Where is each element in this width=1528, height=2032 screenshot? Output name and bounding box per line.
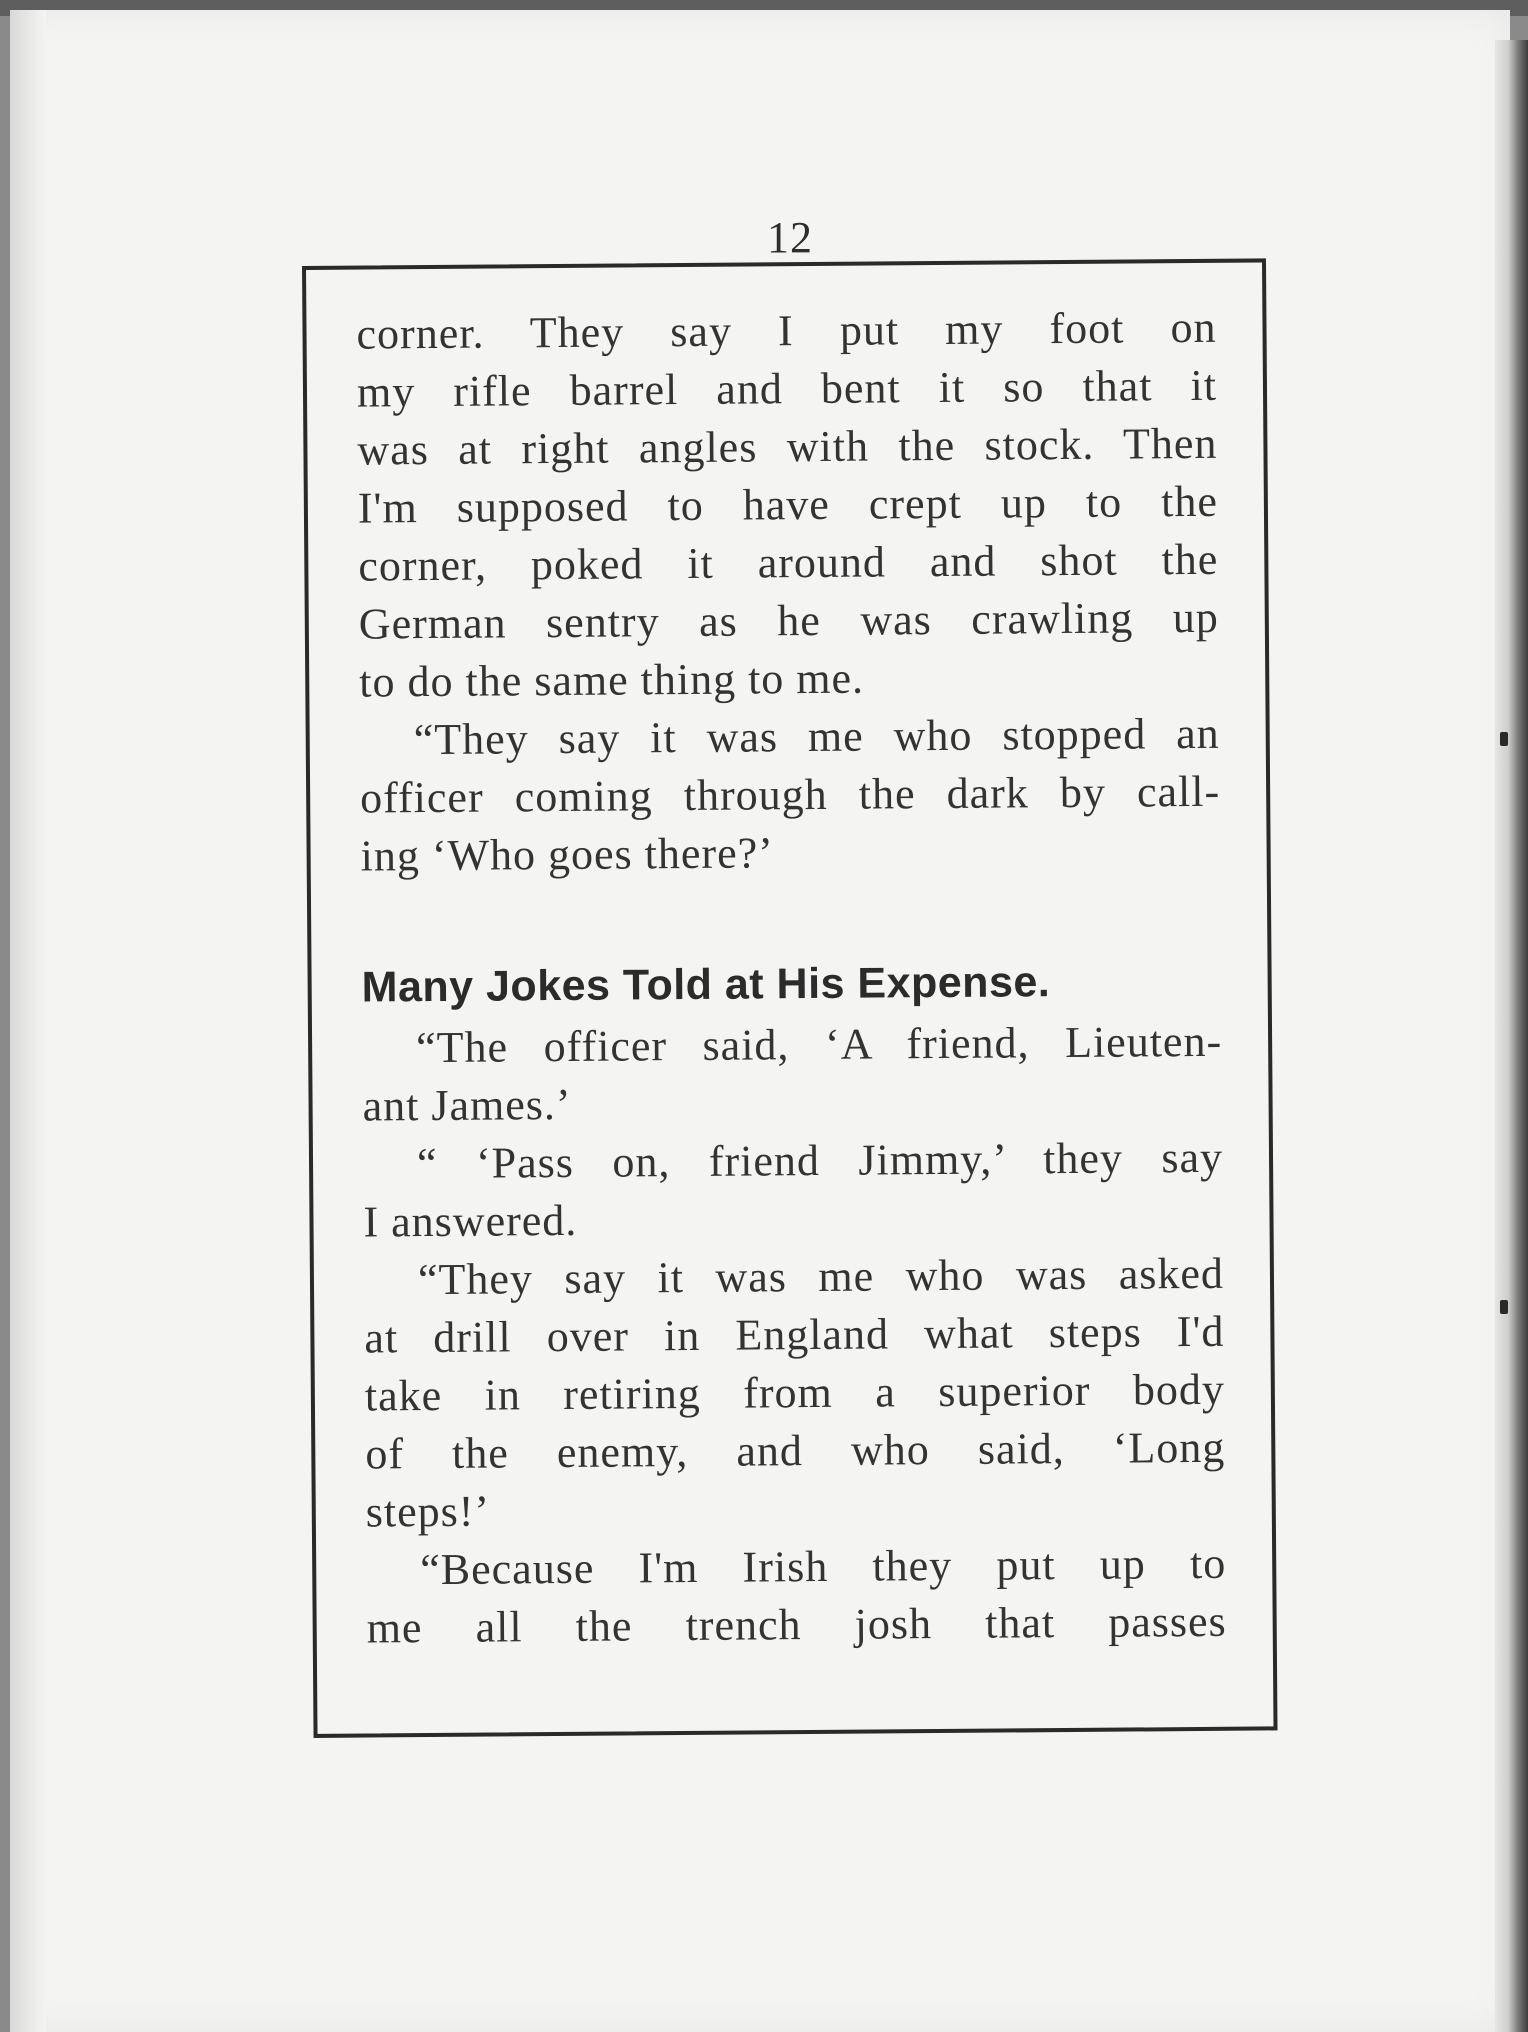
text-line: I'm supposed to have crept up to the [357, 476, 1219, 533]
text-line: my rifle barrel and bent it so that it [356, 360, 1218, 417]
paragraph [362, 1013, 1223, 1136]
text-line: ing ‘Who goes there?’ [360, 828, 775, 881]
text-line: “They say it was me who stopped an [413, 708, 1220, 765]
paragraph [356, 299, 1219, 712]
paragraph [360, 705, 1221, 886]
text-line: I answered. [363, 1195, 578, 1247]
paragraph [366, 1535, 1227, 1658]
text-line: German sentry as he was crawling up [358, 592, 1219, 649]
text-line: to do the same thing to me. [359, 653, 865, 707]
text-line: officer coming through the dark by call- [359, 766, 1221, 823]
text-line: was at right angles with the stock. Then [357, 418, 1218, 475]
text-line: “ ‘Pass on, friend Jimmy,’ they say [416, 1132, 1224, 1189]
page-binding-shadow [10, 10, 46, 2032]
page-edge-mark [1500, 1300, 1508, 1314]
text-line: corner. They say I put my foot on [356, 302, 1217, 359]
section-heading: Many Jokes Told at His Expense. [361, 958, 1051, 1012]
paragraph [363, 1129, 1224, 1252]
text-line: steps!’ [365, 1486, 491, 1537]
text-line: “Because I'm Irish they put up to [420, 1538, 1227, 1595]
page-number: 12 [767, 213, 813, 262]
page-edge-mark [1500, 732, 1508, 746]
body-text [356, 299, 1227, 1658]
text-line: ant James.’ [362, 1079, 572, 1131]
text-line: corner, poked it around and shot the [358, 534, 1219, 591]
paragraph [364, 1245, 1226, 1542]
page-edge-stack [1495, 40, 1528, 2032]
text-line: “They say it was me who was asked [417, 1248, 1225, 1305]
text-line: at drill over in England what steps I'd [364, 1306, 1225, 1363]
text-line: me all the trench josh that passes [366, 1596, 1227, 1653]
text-line: “The officer said, ‘A friend, Lieuten- [415, 1016, 1223, 1073]
text-line: take in retiring from a superior body [364, 1364, 1226, 1421]
text-line: of the enemy, and who said, ‘Long [365, 1422, 1226, 1479]
section-spacer [361, 879, 1222, 956]
text-frame [302, 258, 1278, 1738]
